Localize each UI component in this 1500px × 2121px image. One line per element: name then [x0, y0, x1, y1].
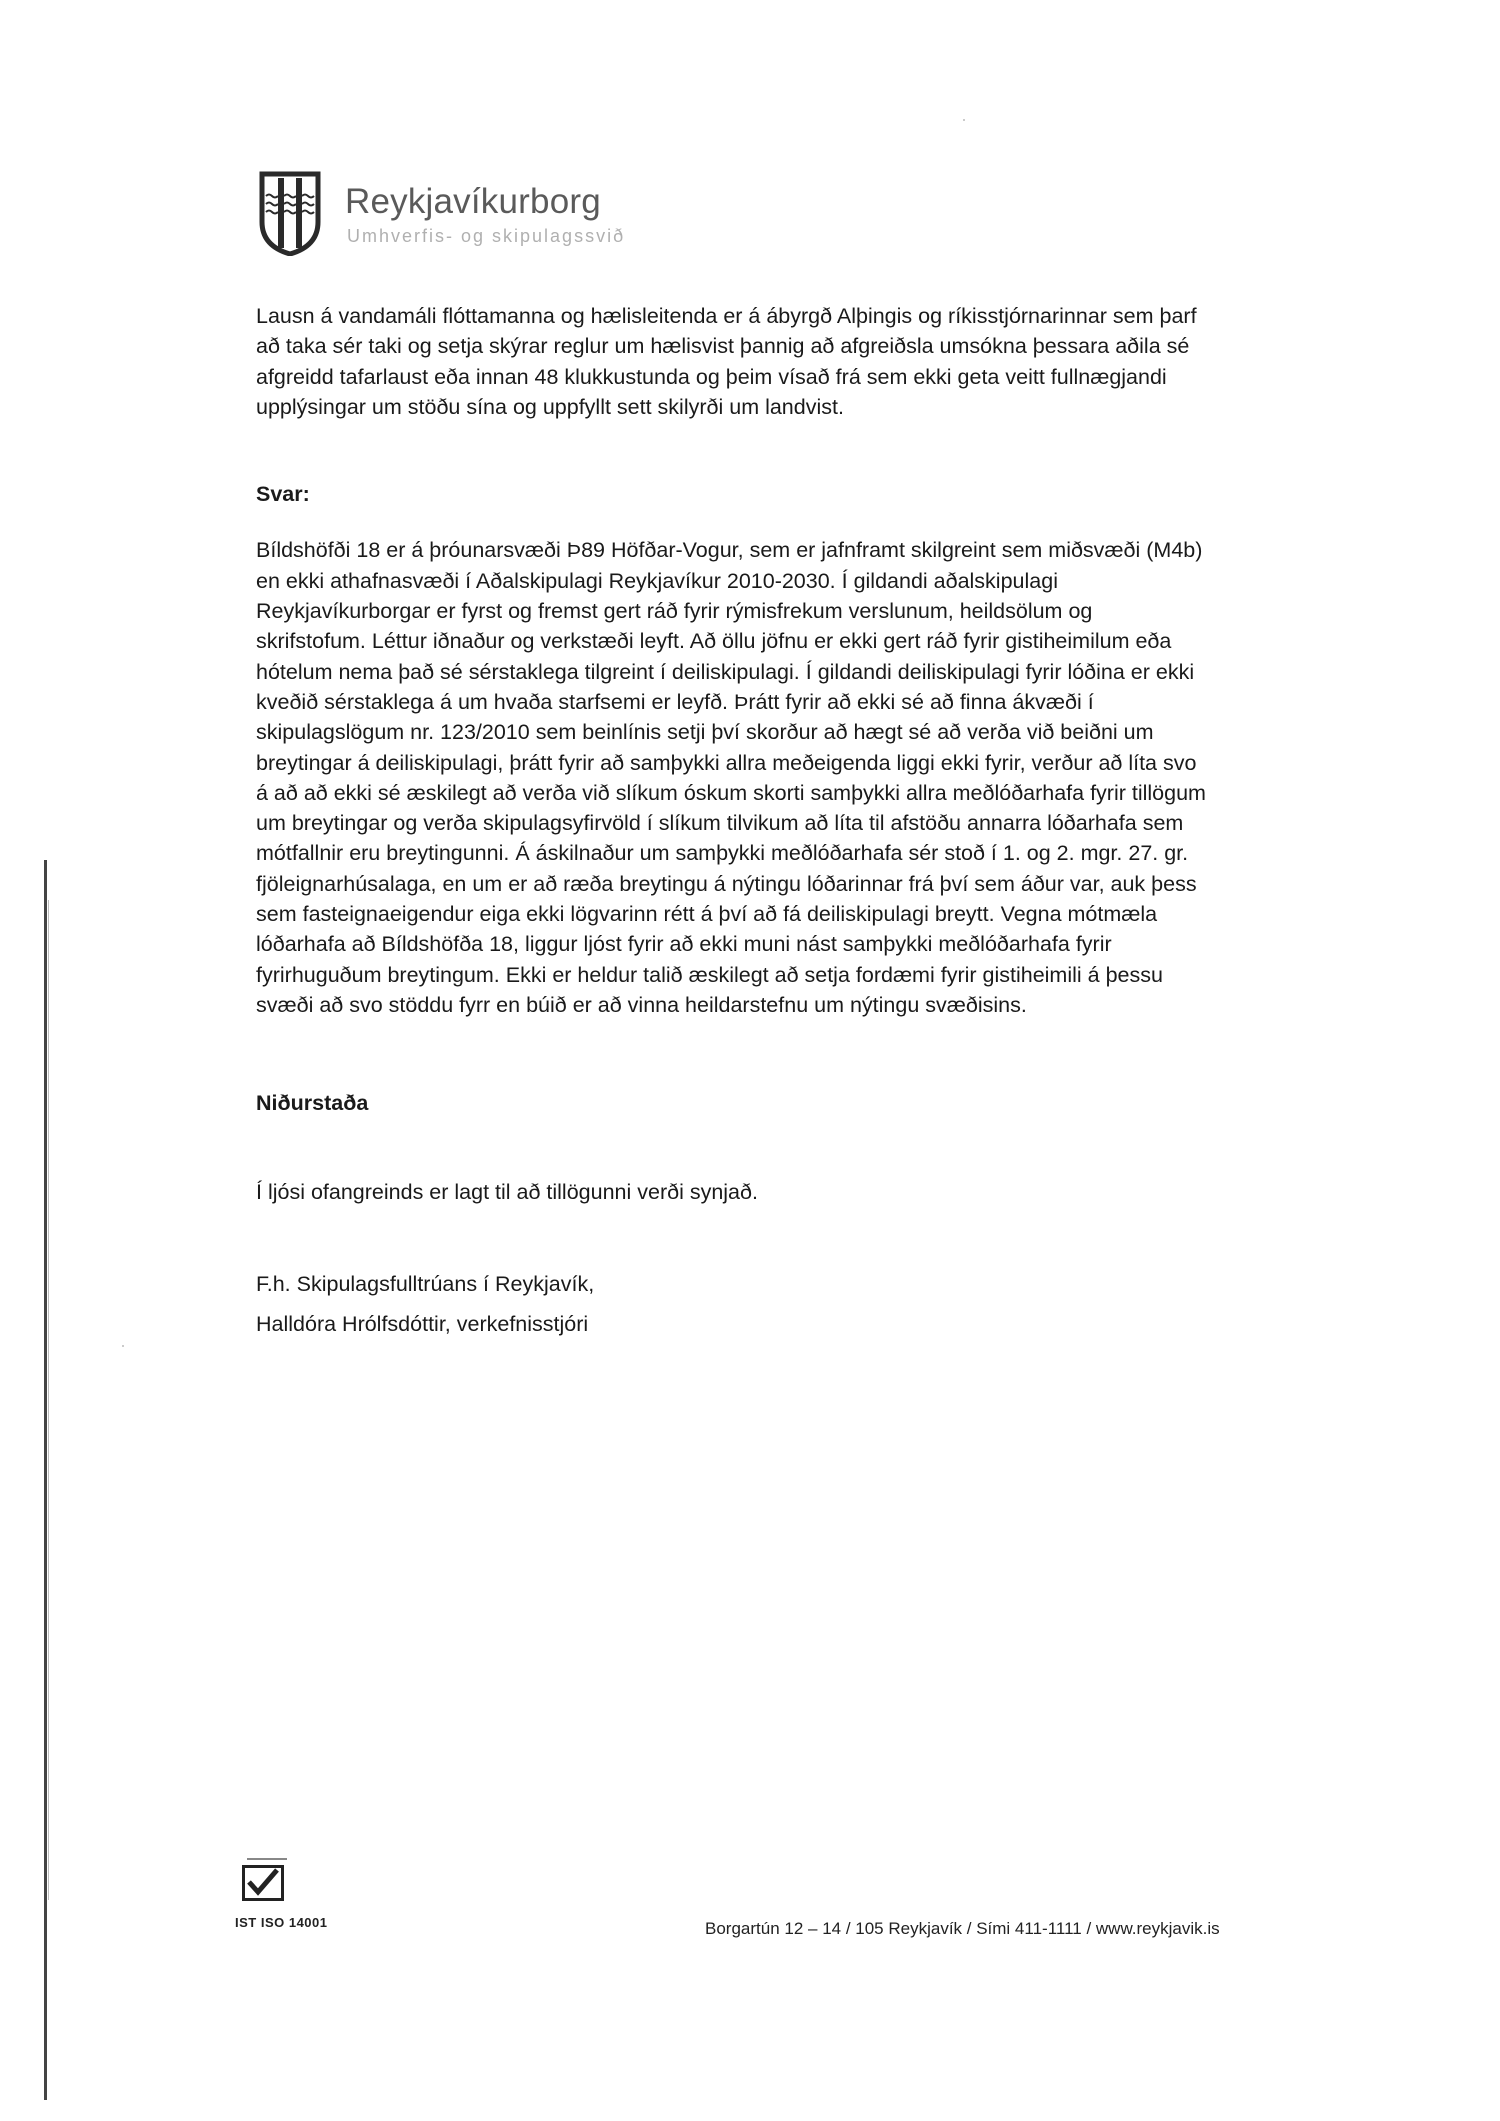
answer-paragraph: Bíldshöfði 18 er á þróunarsvæði Þ89 Höfðar-Vogur, sem er jafnframt skilgreint sem miðsvæði (M4b) en ekki athafnasvæði í Aðalskipulagi Reykjavíkur 2010-2030. Í gildandi aðalskipulagi Reykjavíkurborgar er fyrst og fremst gert ráð fyrir rýmisfrekum verslunum, heildsölum og skrifstofum. Léttur iðnaður og verkstæði leyft. Að öllu jöfnu er ekki gert ráð fyrir gistiheimilum eða hótelum nema það sé sérstaklega tilgreint í deiliskipulagi. Í gildandi deiliskipulagi fyrir lóðina er ekki kveðið sérstaklega á um hvaða starfsemi er leyfð. Þrátt fyrir að ekki sé að finna ákvæði í skipulagslögum nr. 123/2010 sem beinlínis setji því skorður að hægt sé að verða við beiðni um breytingar á deiliskipulagi, þrátt fyrir að samþykki allra meðeigenda liggi ekki fyrir, verður að líta svo á að að ekki sé æskilegt að verða við slíkum óskum skorti samþykki allra meðlóðarhafa fyrir tillögum um breytingar og verða skipulagsyfirvöld í slíkum tilvikum að líta til afstöðu annarra lóðarhafa sem mótfallnir eru breytingunni. Á áskilnaður um samþykki meðlóðarhafa sér stoð í 1. og 2. mgr. 27. gr. fjöleignarhúsalaga, en um er að ræða breytingu á nýtingu lóðarinnar frá því sem áður var, auk þess sem fasteignaeigendur eiga ekki lögvarinn rétt á því að fá deiliskipulagi breytt. Vegna mótmæla lóðarhafa að Bíldshöfða 18, liggur ljóst fyrir að ekki muni nást samþykki meðlóðarhafa fyrir fyrirhuguðum breytingum. Ekki er heldur talið æskilegt að setja fordæmi fyrir gistiheimili á þessu svæði að svo stöddu fyrr en búið er að vinna heildarstefnu um nýtingu svæðisins. [256, 538, 1206, 1017]
iso-certification-mark [235, 1855, 328, 1935]
scan-edge-mark [48, 900, 49, 1900]
letter-body [256, 301, 1286, 1339]
division-name: Umhverfis- og skipulagssvið [347, 226, 626, 246]
organization-name: Reykjavíkurborg [345, 182, 601, 221]
scan-speck [963, 119, 965, 121]
certification-top-text-icon [237, 1855, 297, 1863]
certification-label: IST ISO 14001 [235, 1915, 328, 1930]
footer-address: Borgartún 12 – 14 / 105 Reykjavík / Sími 411-1111 / www.reykjavik.is [705, 1919, 1220, 1938]
reykjavik-crest-logo [258, 170, 322, 256]
conclusion-text: Í ljósi ofangreinds er lagt til að tillögunni verði synjað. [256, 1179, 758, 1204]
letterhead [258, 170, 958, 270]
scan-edge-mark [44, 860, 47, 2100]
signature-name: Halldóra Hrólfsdóttir, verkefnisstjóri [256, 1312, 589, 1337]
intro-paragraph: Lausn á vandamáli flóttamanna og hælisleitenda er á ábyrgð Alþingis og ríkisstjórnarinnar sem þarf að taka sér taki og setja skýrar reglur um hælisvist þannig að afgreiðsla umsókna þessara aðila sé afgreidd tafarlaust eða innan 48 klukkustunda og þeim vísað frá sem ekki geta veitt fullnægjandi upplýsingar um stöðu sína og uppfyllt sett skilyrði um landvist. [256, 304, 1197, 419]
checkmark-box-icon [242, 1865, 284, 1901]
scan-speck [122, 1345, 124, 1347]
signature-on-behalf: F.h. Skipulagsfulltrúans í Reykjavík, [256, 1271, 595, 1296]
answer-heading: Svar: [256, 482, 310, 507]
conclusion-heading: Niðurstaða [256, 1091, 369, 1116]
